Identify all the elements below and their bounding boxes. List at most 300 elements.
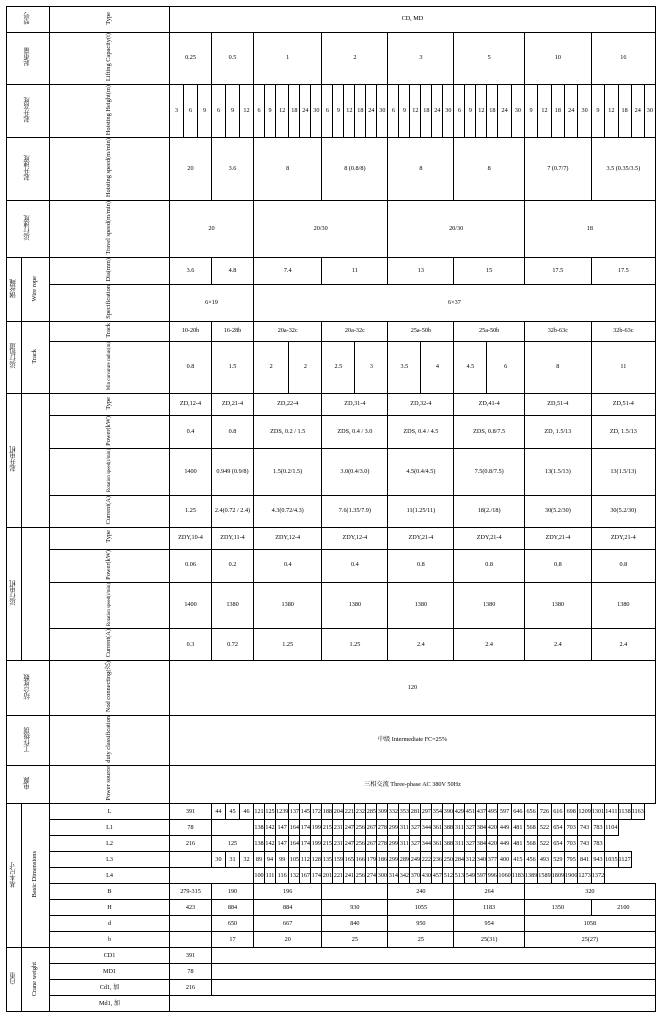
dim-cell: 783 (591, 820, 604, 836)
row-label-runmotor-rot: Rotation speed(r/min) (106, 582, 112, 626)
dim-cell: 429 (454, 804, 465, 820)
height-cell: 3 (170, 84, 184, 138)
run-power-cell: 0.8 (454, 549, 525, 582)
dim-cell: 94 (265, 852, 276, 868)
dim-cell: 390 (443, 804, 454, 820)
dim-cell: 145 (300, 804, 311, 820)
dim-cell: 1301 (591, 804, 604, 820)
dim-cell: 299 (388, 836, 399, 852)
dim-cell: 654 (551, 820, 564, 836)
hoist-motor-type-cell: ZD,32-4 (388, 393, 454, 415)
dim-cell: 128 (311, 852, 322, 868)
dim-cell: 309 (377, 804, 388, 820)
dim-cell: 437 (476, 804, 487, 820)
hoist-speed-cell: 8 (454, 138, 525, 201)
dim-cell: 930 (322, 900, 388, 916)
run-cur-cell: 2.4 (591, 629, 655, 661)
height-cell: 18 (618, 84, 631, 138)
dim-cell: 332 (388, 804, 399, 820)
height-cell: 12 (605, 84, 618, 138)
dim-cell: 278 (377, 836, 388, 852)
dim-cell: 289 (399, 852, 410, 868)
track-cell: 25a-50b (388, 322, 454, 342)
hoist-motor-type-cell: ZD,41-4 (454, 393, 525, 415)
row-label-motor-cur: Current(A) (105, 495, 113, 525)
run-power-cell: 0.06 (170, 549, 212, 582)
dim-cell: 327 (410, 820, 421, 836)
dim-cell: 25(31) (454, 932, 525, 948)
dim-cell: 17 (212, 932, 254, 948)
dim-row-label: H (107, 903, 112, 911)
hoist-cur-cell: 4.3(0.72/4.3) (254, 495, 322, 527)
dim-cell: 138 (254, 836, 265, 852)
dim-cell: 44 (212, 804, 226, 820)
height-cell: 12 (410, 84, 421, 138)
hoist-cur-cell: 30(5.2/30) (524, 495, 591, 527)
dim-cell: 78 (170, 820, 212, 836)
dim-cell: 840 (322, 916, 388, 932)
run-cur-cell: 2.4 (388, 629, 454, 661)
dim-cell: 164 (289, 836, 300, 852)
run-power-cell: 0.2 (212, 549, 254, 582)
dim-cell: 344 (421, 820, 432, 836)
curv-cell: 8 (524, 342, 591, 394)
dim-cell: 457 (432, 868, 443, 884)
hoist-cur-cell: 30(5.2/30) (591, 495, 655, 527)
run-cur-cell: 2.4 (524, 629, 591, 661)
height-cell: 30 (578, 84, 591, 138)
dim-cell: 105 (289, 852, 300, 868)
curv-cell: 3.5 (388, 342, 421, 394)
curv-cell: 2 (289, 342, 322, 394)
hoist-motor-type-cell: ZD,51-4 (591, 393, 655, 415)
dim-cell: 597 (476, 868, 487, 884)
run-motor-type-cell: ZDY,21-4 (454, 527, 525, 549)
dim-cell: 1273 (578, 868, 591, 884)
dim-cell: 1058 (524, 916, 655, 932)
weight-row-label: MD1 (102, 967, 117, 975)
dim-cell: 344 (421, 836, 432, 852)
height-cell: 24 (565, 84, 578, 138)
dim-cell: 32 (240, 852, 254, 868)
hoist-cur-cell: 7.6(1.35/7.9) (322, 495, 388, 527)
height-cell: 9 (591, 84, 604, 138)
track-cell: 32b-63c (591, 322, 655, 342)
dim-cell: 1809 (551, 868, 564, 884)
dim-cell: 1589 (538, 868, 551, 884)
row-label-nod-en: Nod connecting(次) (105, 661, 113, 713)
dim-cell: 320 (524, 884, 655, 900)
dim-cell: 698 (565, 804, 578, 820)
row-label-motor-rot: Rotation speed(r/min) (106, 449, 112, 493)
row-label-basic-en: Basic Dimensions (31, 851, 39, 898)
dim-cell: 354 (432, 804, 443, 820)
dim-cell: 174 (300, 820, 311, 836)
dim-cell: 236 (432, 852, 443, 868)
height-cell: 24 (498, 84, 511, 138)
dim-cell: 216 (170, 836, 212, 852)
dim-cell: 311 (454, 820, 465, 836)
row-label-motor-type: Type (105, 396, 113, 410)
dim-cell: 361 (432, 820, 443, 836)
dim-cell: 250 (443, 852, 454, 868)
row-label-weight-en: Crane weight (31, 961, 39, 996)
dim-cell: 522 (538, 820, 551, 836)
height-cell: 9 (333, 84, 344, 138)
hoist-speed-cell: 3.6 (212, 138, 254, 201)
dim-cell: 954 (454, 916, 525, 932)
dim-cell: 125 (265, 804, 276, 820)
capacity-cell: 0.25 (170, 33, 212, 85)
row-label-travelspeed-cn: 运行速度 (23, 214, 31, 241)
dim-cell: 370 (410, 868, 421, 884)
height-cell: 24 (631, 84, 644, 138)
dim-cell: 388 (443, 820, 454, 836)
row-label-runmotor-type: Type (105, 530, 113, 544)
dim-cell: 311 (399, 836, 410, 852)
dim-cell: 231 (333, 836, 344, 852)
dim-cell: 884 (212, 900, 254, 916)
dim-cell: 199 (311, 836, 322, 852)
weight-cell (212, 948, 656, 964)
height-cell: 18 (487, 84, 498, 138)
row-label-travelspeed-en: Travel speed(m/min) (105, 200, 113, 255)
dim-cell: 116 (276, 868, 289, 884)
dim-cell: 300 (377, 868, 388, 884)
wire-dia-cell: 17.5 (524, 257, 591, 284)
wire-dia-cell: 3.6 (170, 257, 212, 284)
dim-cell: 247 (344, 836, 355, 852)
curv-cell: 4 (421, 342, 454, 394)
height-cell: 12 (276, 84, 289, 138)
dim-cell: 147 (276, 820, 289, 836)
dim-cell: 30 (212, 852, 226, 868)
dim-cell: 264 (454, 884, 525, 900)
run-rot-cell: 1400 (170, 582, 212, 629)
run-rot-cell: 1380 (322, 582, 388, 629)
dim-cell: 132 (289, 868, 300, 884)
height-cell: 9 (399, 84, 410, 138)
run-rot-cell: 1380 (454, 582, 525, 629)
run-motor-type-cell: ZDY,11-4 (212, 527, 254, 549)
dim-cell: 1035 (605, 852, 618, 868)
height-cell: 12 (344, 84, 355, 138)
track-cell: 20a-32c (322, 322, 388, 342)
dim-cell: 231 (333, 820, 344, 836)
dim-cell: 327 (465, 820, 476, 836)
capacity-cell: 2 (322, 33, 388, 85)
run-rot-cell: 1380 (254, 582, 322, 629)
row-label-hoistspeed-cn: 起升速度 (23, 155, 31, 181)
dim-cell: 174 (300, 836, 311, 852)
run-cur-cell: 2.4 (454, 629, 525, 661)
dim-cell: 89 (254, 852, 265, 868)
height-cell: 12 (240, 84, 254, 138)
dim-cell: 278 (377, 820, 388, 836)
dim-cell: 703 (565, 820, 578, 836)
height-cell: 30 (377, 84, 388, 138)
dim-row-label: B (107, 887, 112, 895)
dim-cell: 400 (498, 852, 511, 868)
height-cell: 24 (366, 84, 377, 138)
height-cell: 6 (388, 84, 399, 138)
height-cell: 18 (289, 84, 300, 138)
height-cell: 30 (443, 84, 454, 138)
hoist-cur-cell: 1.25 (170, 495, 212, 527)
height-cell: 24 (300, 84, 311, 138)
capacity-cell: 3 (388, 33, 454, 85)
dim-cell: 186 (377, 852, 388, 868)
height-cell: 6 (254, 84, 265, 138)
run-cur-cell: 1.25 (254, 629, 322, 661)
dim-row-label: d (107, 919, 112, 927)
dim-cell: 45 (226, 804, 240, 820)
row-label-lift-en: Lifting Capacity(t) (105, 33, 113, 82)
travel-speed-cell: 20/30 (254, 200, 388, 257)
dim-cell: 449 (498, 820, 511, 836)
height-cell: 12 (538, 84, 551, 138)
run-motor-type-cell: ZDY,10-4 (170, 527, 212, 549)
hoist-cur-cell: 18(2./18) (454, 495, 525, 527)
dim-cell: 138 (254, 820, 265, 836)
dim-cell: 215 (322, 820, 333, 836)
travel-speed-cell: 20/30 (388, 200, 525, 257)
row-label-model-cn: 型号 (23, 11, 31, 25)
hoist-power-cell: ZDS, 0.2 / 1.5 (254, 415, 322, 448)
run-motor-type-cell: ZDY,12-4 (322, 527, 388, 549)
dim-cell (322, 884, 388, 900)
run-rot-cell: 1380 (388, 582, 454, 629)
dim-cell: 297 (421, 804, 432, 820)
row-label-type-en: Type (105, 11, 113, 25)
dim-cell: 247 (344, 820, 355, 836)
row-label-duty-en: duty classification (105, 716, 113, 763)
dim-cell: 783 (591, 836, 604, 852)
hoist-motor-type-cell: ZD,22-4 (254, 393, 322, 415)
dim-cell: 111 (265, 868, 276, 884)
row-label-spec: Specification (105, 284, 113, 319)
curv-cell: 2 (254, 342, 289, 394)
run-power-cell: 0.4 (322, 549, 388, 582)
dim-cell: 172 (311, 804, 322, 820)
weight-cell: 391 (170, 948, 212, 964)
dim-cell: 174 (311, 868, 322, 884)
wire-dia-cell: 11 (322, 257, 388, 284)
row-label-weight-cn: 自重 (9, 972, 17, 986)
row-label-runmotor-power: Power(kW) (105, 549, 113, 580)
dim-cell: 267 (366, 836, 377, 852)
hoist-power-cell: ZDS, 0.8/7.5 (454, 415, 525, 448)
height-cell: 18 (551, 84, 564, 138)
row-label-run-track-en: Track (31, 348, 39, 364)
dim-cell: 222 (421, 852, 432, 868)
dim-cell: 190 (212, 884, 254, 900)
dim-cell: 795 (565, 852, 578, 868)
dim-cell: 241 (344, 868, 355, 884)
row-label-motor-power: Power(kW) (105, 415, 113, 446)
run-power-cell: 0.4 (254, 549, 322, 582)
hoist-power-cell: ZDS, 0.4 / 4.5 (388, 415, 454, 448)
run-motor-type-cell: ZDY,12-4 (254, 527, 322, 549)
hoist-speed-cell: 8 (254, 138, 322, 201)
dim-cell: 568 (524, 820, 537, 836)
dim-cell: 165 (344, 852, 355, 868)
hoist-cur-cell: 11(1.25/11) (388, 495, 454, 527)
spec-table (6, 6, 656, 1012)
hoist-power-cell: ZDS, 0.4 / 3.0 (322, 415, 388, 448)
capacity-cell: 10 (524, 33, 591, 85)
row-label-basic-cn: 基本尺寸 (9, 861, 17, 888)
dim-cell: 204 (333, 804, 344, 820)
height-cell: 6 (212, 84, 226, 138)
height-cell: 18 (355, 84, 366, 138)
dim-cell: 1104 (605, 820, 618, 836)
run-motor-type-cell: ZDY,21-4 (591, 527, 655, 549)
dim-cell: 1411 (605, 804, 618, 820)
weight-cell (212, 964, 656, 980)
height-cell: 9 (465, 84, 476, 138)
hoist-rot-cell: 13(1.5/13) (591, 449, 655, 496)
height-cell: 9 (265, 84, 276, 138)
row-label-run-track-cn: 运行轨道 (9, 343, 17, 369)
track-cell: 10-20b (170, 322, 212, 342)
dim-cell: 1209 (578, 804, 591, 820)
run-power-cell: 0.8 (524, 549, 591, 582)
weight-cell (212, 980, 656, 996)
dim-cell: 299 (388, 820, 399, 836)
row-label-run-motor: 运行电机 (9, 579, 17, 606)
dim-cell: 274 (366, 868, 377, 884)
dim-cell: 597 (498, 804, 511, 820)
capacity-cell: 1 (254, 33, 322, 85)
dim-cell: 656 (524, 804, 537, 820)
curv-cell: 6 (487, 342, 525, 394)
spec-table-container (6, 6, 656, 1012)
curv-cell: 3 (355, 342, 388, 394)
hoist-rot-cell: 4.5(0.4/4.5) (388, 449, 454, 496)
dim-cell: 384 (476, 820, 487, 836)
hoist-speed-cell: 3.5 (0.35/3.5) (591, 138, 655, 201)
dim-cell: 353 (399, 804, 410, 820)
dim-cell: 512 (443, 868, 454, 884)
dim-cell: 415 (511, 852, 524, 868)
dim-cell: 249 (410, 852, 421, 868)
weight-cell (170, 996, 656, 1012)
height-cell: 9 (524, 84, 537, 138)
track-cell: 20a-32c (254, 322, 322, 342)
height-cell: 30 (644, 84, 655, 138)
dim-cell: 1372 (591, 868, 604, 884)
track-cell: 32b-63c (524, 322, 591, 342)
capacity-cell: 0.5 (212, 33, 254, 85)
run-rot-cell: 1380 (524, 582, 591, 629)
curv-cell: 11 (591, 342, 655, 394)
row-label-height-en: Hoisting Height(m) (105, 84, 113, 135)
hoist-motor-type-cell: ZD,12-4 (170, 393, 212, 415)
row-label-nod-cn: 结合度数 (23, 674, 31, 700)
dim-cell: 726 (538, 804, 551, 820)
header-group-title: CD, MD (170, 7, 656, 33)
dim-cell: 481 (511, 836, 524, 852)
dim-cell: 46 (240, 804, 254, 820)
dim-cell: 166 (355, 852, 366, 868)
wire-dia-cell: 13 (388, 257, 454, 284)
dim-cell: 199 (311, 820, 322, 836)
curv-cell: 4.5 (454, 342, 487, 394)
wire-spec-cell: 6×37 (254, 284, 656, 321)
dim-cell: 451 (465, 804, 476, 820)
dim-cell: 1900 (565, 868, 578, 884)
wire-dia-cell: 7.4 (254, 257, 322, 284)
dim-cell: 221 (333, 868, 344, 884)
dim-cell: 159 (333, 852, 344, 868)
track-cell: 16-28b (212, 322, 254, 342)
capacity-cell: 5 (454, 33, 525, 85)
dim-cell: 256 (355, 868, 366, 884)
hoist-rot-cell: 3.0(0.4/3.0) (322, 449, 388, 496)
run-cur-cell: 1.25 (322, 629, 388, 661)
dim-row-label: L2 (106, 839, 113, 847)
dim-cell: 481 (511, 820, 524, 836)
hoist-rot-cell: 13(1.5/13) (524, 449, 591, 496)
dim-cell: 327 (465, 836, 476, 852)
dim-cell: 1163 (631, 804, 644, 820)
dim-cell: 703 (565, 836, 578, 852)
dim-cell: 513 (454, 868, 465, 884)
dim-cell: 388 (443, 836, 454, 852)
run-cur-cell: 0.3 (170, 629, 212, 661)
dim-cell: 279-315 (170, 884, 212, 900)
hoist-power-cell: 0.8 (212, 415, 254, 448)
dim-cell: 312 (465, 852, 476, 868)
dim-cell: 125 (212, 836, 254, 852)
dim-cell: 25 (322, 932, 388, 948)
row-label-lift-cn: 起重量 (23, 47, 31, 67)
row-label-wire-cn: 钢丝绳 (9, 278, 17, 298)
dim-cell: 943 (591, 852, 604, 868)
weight-row-label: Cd1, 加 (99, 983, 120, 991)
dim-cell: 743 (578, 820, 591, 836)
dim-cell: 650 (212, 916, 254, 932)
row-label-powersource-en: Power source (105, 766, 113, 801)
row-label-curvature: Min curvature radius(m) (106, 342, 112, 391)
dim-cell: 327 (410, 836, 421, 852)
dim-cell: 1055 (388, 900, 454, 916)
dim-cell: 25(27) (524, 932, 655, 948)
dim-cell: 201 (322, 868, 333, 884)
weight-cell: 78 (170, 964, 212, 980)
row-label-height-cn: 起升高度 (23, 96, 31, 123)
dim-cell: 342 (399, 868, 410, 884)
hoist-power-cell: ZD, 1.5/13 (524, 415, 591, 448)
dim-cell: 137 (289, 804, 300, 820)
run-motor-type-cell: ZDY,21-4 (388, 527, 454, 549)
curv-cell: 1.5 (212, 342, 254, 394)
dim-cell: 1127 (618, 852, 631, 868)
dim-cell: 267 (366, 820, 377, 836)
dim-cell: 1060 (498, 868, 511, 884)
dim-cell: 1183 (454, 900, 525, 916)
wire-spec-cell: 6×19 (170, 284, 254, 321)
dim-row-label: L3 (106, 855, 113, 863)
hoist-rot-cell: 7.5(0.8/7.5) (454, 449, 525, 496)
curv-cell: 0.8 (170, 342, 212, 394)
dim-cell: 420 (487, 836, 498, 852)
dim-cell: 142 (265, 836, 276, 852)
dim-cell: 1183 (511, 868, 524, 884)
dim-cell: 221 (344, 804, 355, 820)
height-cell: 12 (476, 84, 487, 138)
